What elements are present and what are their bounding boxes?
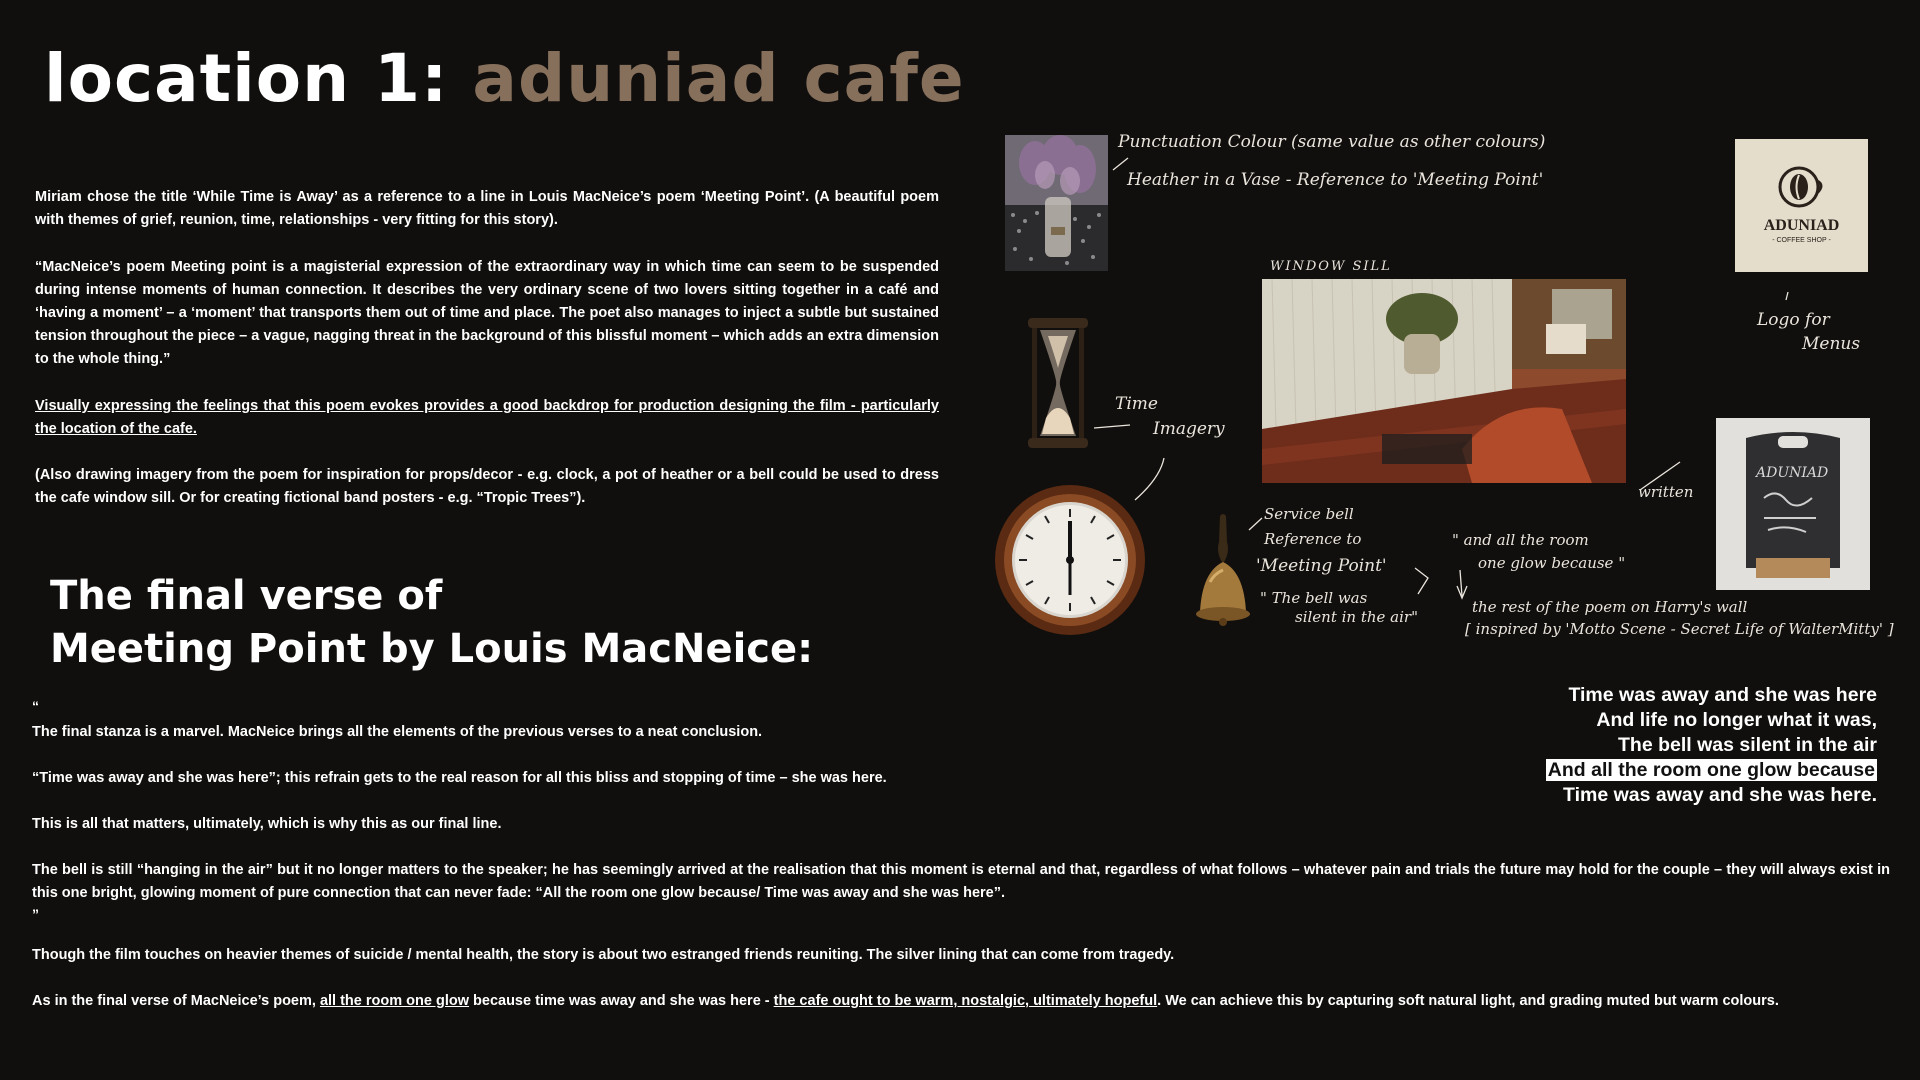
- note-bell-3: 'Meeting Point': [1256, 556, 1387, 576]
- verse-heading-line-1: The final verse of: [50, 573, 443, 619]
- open-quote: “: [32, 698, 39, 714]
- p6-part-b: because time was away and she was here -: [469, 993, 774, 1009]
- note-heather: Heather in a Vase - Reference to 'Meeting Point': [1127, 170, 1544, 190]
- note-logo-2: Menus: [1802, 334, 1861, 354]
- poem-highlight: And all the room one glow because: [1547, 759, 1875, 781]
- verse-paragraph-3: This is all that matters, ultimately, which is why this as our final line.: [32, 816, 502, 832]
- p6-part-a: As in the final verse of MacNeice’s poem,: [32, 993, 320, 1009]
- poem-line-3: The bell was silent in the air: [1618, 734, 1877, 756]
- chalkboard-text: ADUNIAD: [1756, 465, 1829, 481]
- note-bell-5: silent in the air": [1295, 608, 1418, 626]
- p6-underline-2: the cafe ought to be warm, nostalgic, ultimately hopeful: [773, 993, 1158, 1009]
- logo-subtitle: - COFFEE SHOP -: [1772, 237, 1831, 244]
- note-bell-2: Reference to: [1264, 530, 1362, 548]
- note-window-sill: WINDOW SILL: [1270, 259, 1392, 274]
- close-quote: ”: [32, 906, 39, 922]
- note-time-2: Imagery: [1153, 419, 1225, 439]
- verse-paragraph-4: The bell is still “hanging in the air” but it no longer matters to the speaker; he has seemingly arrived at the realisation that this moment is eternal and that, regardless of what follows – whatever pain and trials the future may hold for the couple – they will always exist in this one bright, glowing moment of pure connection that can never fade: “All the room one glow because/ Time was away and she was here”.: [32, 862, 1890, 901]
- verse-paragraph-5: Though the film touches on heavier themes of suicide / mental health, the story is about two estranged friends reuniting. The silver lining that can come from tragedy.: [32, 947, 1175, 963]
- poem-line-5: Time was away and she was here.: [1563, 784, 1877, 806]
- note-bell-4: " The bell was: [1260, 589, 1368, 607]
- verse-heading-line-2: Meeting Point by Louis MacNeice:: [50, 626, 814, 672]
- verse-paragraph-2: “Time was away and she was here”; this refrain gets to the real reason for all this bliss and stopping of time – she was here.: [32, 770, 887, 786]
- logo-name: ADUNIAD: [1763, 217, 1840, 234]
- title-prefix: location 1:: [44, 40, 473, 117]
- p6-underline-1: all the room one glow: [319, 993, 469, 1009]
- intro-paragraph-4: (Also drawing imagery from the poem for inspiration for props/decor - e.g. clock, a pot of heather or a bell could be used to dress the cafe window sill. Or for creating fictional band posters - e.g. “Tropic Trees”).: [35, 467, 939, 506]
- poem-line-2: And life no longer what it was,: [1596, 709, 1877, 731]
- note-punctuation: Punctuation Colour (same value as other colours): [1118, 132, 1546, 152]
- note-rest-2: [ inspired by 'Motto Scene - Secret Life of WalterMitty' ]: [1465, 620, 1894, 638]
- intro-paragraph-1: Miriam chose the title ‘While Time is Away’ as a reference to a line in Louis MacNeice’s poem ‘Meeting Point’. (A beautiful poem with themes of grief, reunion, time, relationships - very fitting for this story).: [35, 189, 939, 228]
- note-bell-1: Service bell: [1264, 505, 1354, 523]
- verse-paragraph-1: The final stanza is a marvel. MacNeice brings all the elements of the previous verses to a neat conclusion.: [32, 724, 763, 740]
- title-accent: aduniad cafe: [472, 40, 965, 117]
- note-rest-1: the rest of the poem on Harry's wall: [1472, 598, 1748, 616]
- intro-paragraph-3-underlined: Visually expressing the feelings that this poem evokes provides a good backdrop for production designing the film - particularly the location of the cafe.: [35, 398, 939, 437]
- note-time-1: Time: [1115, 394, 1158, 414]
- intro-paragraph-2: “MacNeice’s poem Meeting point is a magisterial expression of the extraordinary way in which time can seem to be suspended during intense moments of human connection. It describes the very ordinary scene of two lovers sitting together in a café and ‘having a moment’ – a ‘moment’ that transports them out of time and place. The poet also manages to inject a subtle but sustained tension throughout the piece – a vague, nagging threat in the background of this blissful moment – which adds an extra dimension to the whole thing.”: [35, 259, 939, 367]
- note-room-1: " and all the room: [1452, 531, 1589, 549]
- poem-line-1: Time was away and she was here: [1568, 684, 1877, 706]
- p6-part-c: . We can achieve this by capturing soft natural light, and grading muted but warm colours.: [1157, 993, 1779, 1009]
- note-written: written: [1638, 483, 1694, 501]
- note-logo-1: Logo for: [1757, 310, 1830, 330]
- note-room-2: one glow because ": [1478, 554, 1626, 572]
